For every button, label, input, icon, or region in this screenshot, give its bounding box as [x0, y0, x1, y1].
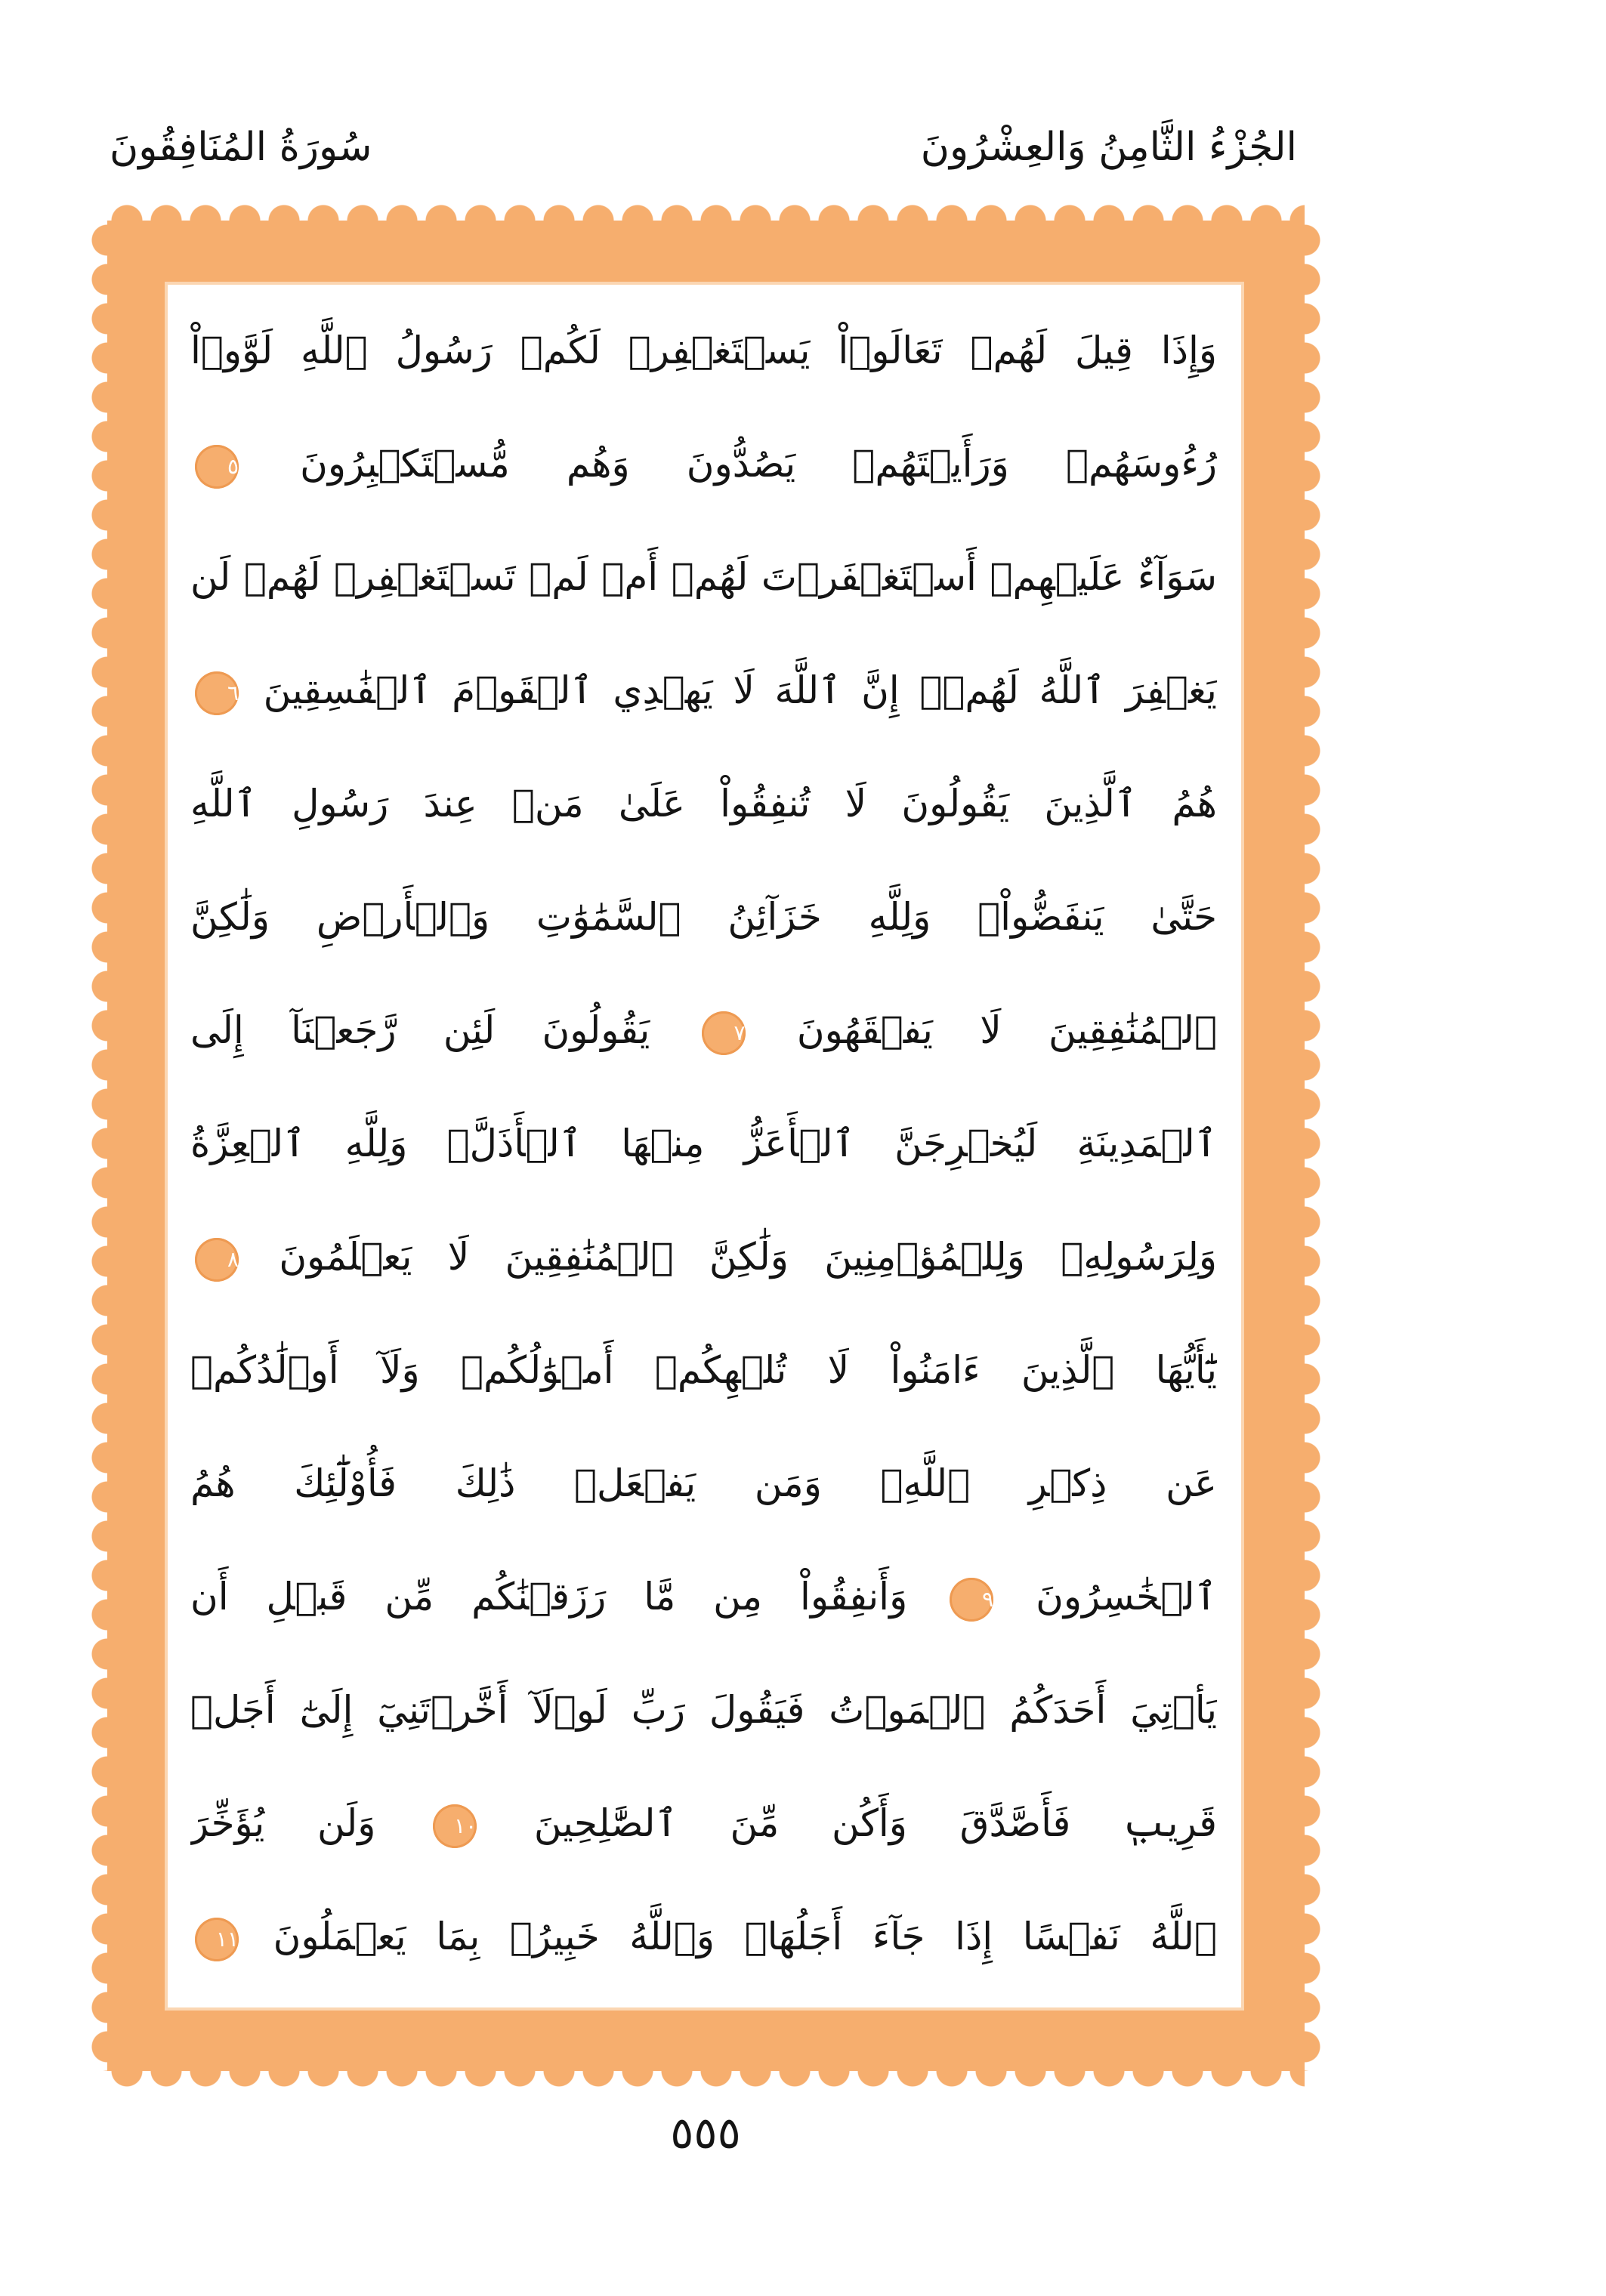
text-panel: [168, 285, 1241, 2007]
ayah-number-marker: ١١: [195, 1918, 239, 1961]
verse-text: قَرِيبٖ فَأَصَّدَّقَ وَأَكُن مِّنَ ٱلصَّٰلِحِينَ: [533, 1801, 1217, 1845]
quran-line: [190, 1540, 1217, 1653]
ayah-number-marker: ٧: [702, 1011, 746, 1055]
verse-text: ٱلۡخَٰسِرُونَ: [1036, 1575, 1217, 1619]
verse-text: وَإِذَا قِيلَ لَهُمۡ تَعَالَوۡاْ يَسۡتَغۡفِرۡ لَكُمۡ رَسُولُ ٱللَّهِ لَوَّوۡاْ: [190, 329, 1217, 372]
verse-text: وَلِرَسُولِهِۦ وَلِلۡمُؤۡمِنِينَ وَلَٰكِنَّ ٱلۡمُنَٰفِقِينَ لَا يَعۡلَمُونَ: [279, 1235, 1217, 1279]
verse-text: رُءُوسَهُمۡ وَرَأَيۡتَهُمۡ يَصُدُّونَ وَهُم مُّسۡتَكۡبِرُونَ: [300, 442, 1217, 486]
verse-text: هُمُ ٱلَّذِينَ يَقُولُونَ لَا تُنفِقُواْ عَلَىٰ مَنۡ عِندَ رَسُولِ ٱللَّهِ: [190, 782, 1217, 826]
quran-line: [190, 634, 1217, 747]
quran-line: [190, 1313, 1217, 1427]
quran-line: [190, 294, 1217, 407]
quran-line: [190, 1653, 1217, 1767]
quran-line: [190, 1087, 1217, 1200]
verse-text: يَٰٓأَيُّهَا ٱلَّذِينَ ءَامَنُواْ لَا تُلۡهِكُمۡ أَمۡوَٰلُكُمۡ وَلَآ أَوۡلَٰدُكُمۡ: [190, 1348, 1217, 1392]
ayah-number-marker: ٩: [950, 1578, 993, 1622]
verse-text: يَقُولُونَ لَئِن رَّجَعۡنَآ إِلَى: [190, 1008, 650, 1052]
verse-text: ٱللَّهُ نَفۡسًا إِذَا جَآءَ أَجَلُهَاۚ وَٱللَّهُ خَبِيرُۢ بِمَا يَعۡمَلُونَ: [273, 1915, 1217, 1958]
frame-scallop-bottom: [107, 2071, 1305, 2088]
ayah-number-marker: ١٠: [433, 1804, 477, 1848]
quran-line: [190, 520, 1217, 634]
verse-lines: [190, 294, 1217, 1993]
verse-text: عَن ذِكۡرِ ٱللَّهِۚ وَمَن يَفۡعَلۡ ذَٰلِكَ فَأُوْلَٰٓئِكَ هُمُ: [190, 1461, 1217, 1505]
surah-header-title: سُورَةُ المُنَافِقُونَ: [110, 125, 372, 170]
quran-line: [190, 407, 1217, 520]
verse-text: ٱلۡمُنَٰفِقِينَ لَا يَفۡقَهُونَ: [796, 1008, 1217, 1052]
frame-scallop-left: [91, 221, 107, 2071]
quran-line: [190, 860, 1217, 974]
juz-header-title: الجُزْءُ الثَّامِنُ وَالعِشْرُونَ: [920, 125, 1297, 170]
frame-scallop-top: [107, 204, 1305, 221]
verse-text: وَلَن يُؤَخِّرَ: [190, 1801, 376, 1845]
verse-text: يَأۡتِيَ أَحَدَكُمُ ٱلۡمَوۡتُ فَيَقُولَ رَبِّ لَوۡلَآ أَخَّرۡتَنِيٓ إِلَىٰٓ أَجَلٖ: [190, 1688, 1217, 1732]
frame-scallop-right: [1305, 221, 1321, 2071]
verse-text: حَتَّىٰ يَنفَضُّواْۗ وَلِلَّهِ خَزَآئِنُ ٱلسَّمَٰوَٰتِ وَٱلۡأَرۡضِ وَلَٰكِنَّ: [190, 895, 1217, 939]
ayah-number-marker: ٥: [195, 445, 239, 489]
quran-line: [190, 1427, 1217, 1540]
ayah-number-marker: ٦: [195, 671, 239, 715]
page-number: ٥٥٥: [670, 2107, 741, 2159]
verse-text: ٱلۡمَدِينَةِ لَيُخۡرِجَنَّ ٱلۡأَعَزُّ مِنۡهَا ٱلۡأَذَلَّۚ وَلِلَّهِ ٱلۡعِزَّةُ: [190, 1122, 1217, 1165]
quran-line: [190, 974, 1217, 1087]
ayah-number-marker: ٨: [195, 1238, 239, 1282]
quran-line: [190, 1200, 1217, 1313]
ornamental-page-frame: [107, 221, 1305, 2071]
quran-line: [190, 1767, 1217, 1880]
verse-text: يَغۡفِرَ ٱللَّهُ لَهُمۡۚ إِنَّ ٱللَّهَ لَا يَهۡدِي ٱلۡقَوۡمَ ٱلۡفَٰسِقِينَ: [263, 668, 1217, 712]
verse-text: سَوَآءٌ عَلَيۡهِمۡ أَسۡتَغۡفَرۡتَ لَهُمۡ أَمۡ لَمۡ تَسۡتَغۡفِرۡ لَهُمۡ لَن: [190, 555, 1217, 599]
quran-line: [190, 747, 1217, 860]
quran-line: [190, 1880, 1217, 1993]
verse-text: وَأَنفِقُواْ مِن مَّا رَزَقۡنَٰكُم مِّن قَبۡلِ أَن: [190, 1575, 908, 1619]
